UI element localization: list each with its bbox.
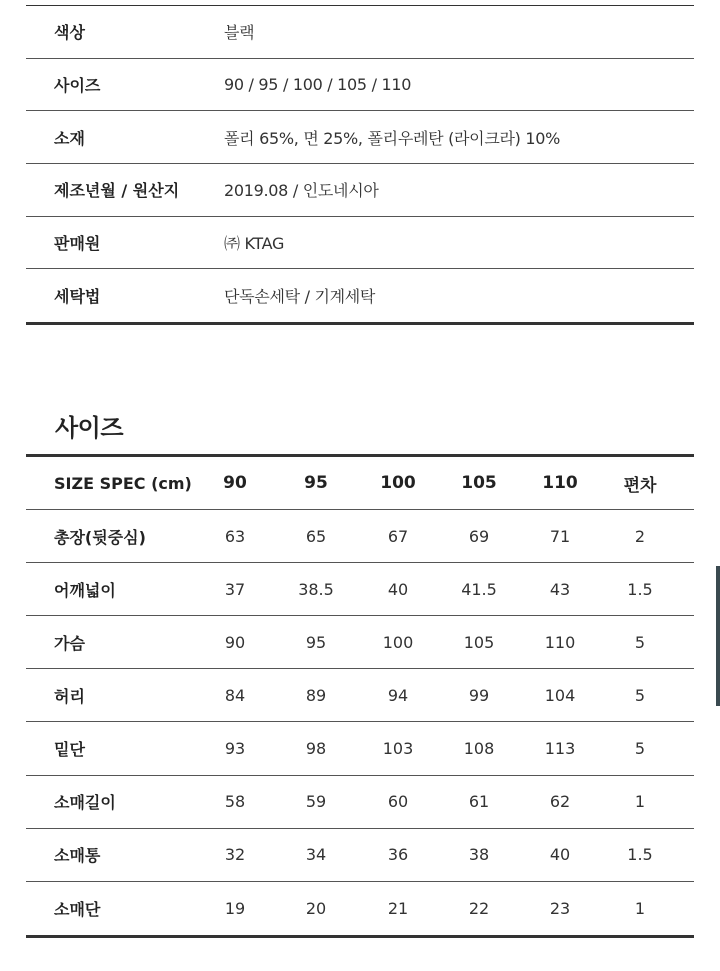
size-cell: 5 bbox=[634, 632, 646, 652]
size-cell: 65 bbox=[305, 526, 327, 546]
size-cell: 1 bbox=[634, 898, 646, 918]
size-cell: 5 bbox=[634, 685, 646, 705]
size-cell: 69 bbox=[468, 526, 490, 546]
info-row-manufacture bbox=[26, 164, 694, 217]
size-cell: 90 bbox=[224, 632, 246, 652]
info-value: 단독손세탁 / 기계세탁 bbox=[224, 287, 376, 307]
size-header-cell: 100 bbox=[380, 473, 416, 494]
size-cell: 71 bbox=[549, 526, 571, 546]
size-header-cell: 105 bbox=[461, 473, 497, 494]
info-row-seller bbox=[26, 217, 694, 270]
size-cell: 108 bbox=[463, 739, 495, 759]
size-cell: 98 bbox=[305, 739, 327, 759]
size-row-label: 밑단 bbox=[54, 740, 85, 760]
info-value: 90 / 95 / 100 / 105 / 110 bbox=[224, 75, 412, 95]
size-cell: 37 bbox=[224, 579, 246, 599]
info-value: 블랙 bbox=[224, 23, 255, 43]
size-cell: 113 bbox=[544, 739, 576, 759]
size-cell: 110 bbox=[544, 632, 576, 652]
edge-strip bbox=[716, 566, 720, 706]
size-cell: 5 bbox=[634, 739, 646, 759]
size-cell: 103 bbox=[382, 739, 414, 759]
size-cell: 21 bbox=[387, 898, 409, 918]
info-row-color bbox=[26, 6, 694, 59]
size-row bbox=[26, 722, 694, 775]
size-row bbox=[26, 829, 694, 882]
size-cell: 60 bbox=[387, 792, 409, 812]
size-cell: 99 bbox=[468, 685, 490, 705]
info-label: 판매원 bbox=[54, 234, 101, 254]
size-cell: 36 bbox=[387, 845, 409, 865]
size-cell: 40 bbox=[549, 845, 571, 865]
size-cell: 2 bbox=[634, 526, 646, 546]
size-cell: 89 bbox=[305, 685, 327, 705]
size-row-label: 허리 bbox=[54, 686, 85, 706]
info-row-material bbox=[26, 111, 694, 164]
size-cell: 20 bbox=[305, 898, 327, 918]
size-cell: 38.5 bbox=[298, 579, 334, 599]
size-row-label: 소매길이 bbox=[54, 793, 116, 813]
size-row bbox=[26, 563, 694, 616]
size-row-label: 가슴 bbox=[54, 633, 85, 653]
size-row-label: 소매통 bbox=[54, 846, 101, 866]
info-label: 세탁법 bbox=[54, 287, 101, 307]
info-label: 사이즈 bbox=[54, 76, 101, 96]
size-row bbox=[26, 776, 694, 829]
size-cell: 1.5 bbox=[627, 845, 653, 865]
size-spec-table bbox=[26, 454, 694, 938]
size-row bbox=[26, 669, 694, 722]
info-row-washing bbox=[26, 269, 694, 322]
size-cell: 61 bbox=[468, 792, 490, 812]
info-value: 2019.08 / 인도네시아 bbox=[224, 181, 379, 201]
size-row-label: 소매단 bbox=[54, 899, 101, 919]
info-value: ㈜ KTAG bbox=[224, 234, 285, 254]
info-label: 색상 bbox=[54, 23, 85, 43]
size-cell: 23 bbox=[549, 898, 571, 918]
size-row bbox=[26, 616, 694, 669]
size-cell: 63 bbox=[224, 526, 246, 546]
size-cell: 58 bbox=[224, 792, 246, 812]
size-cell: 1.5 bbox=[627, 579, 653, 599]
size-header-cell: 편차 bbox=[623, 475, 657, 496]
size-cell: 100 bbox=[382, 632, 414, 652]
size-row-label: 어깨넓이 bbox=[54, 580, 116, 600]
size-cell: 105 bbox=[463, 632, 495, 652]
size-table-header bbox=[26, 457, 694, 510]
size-row bbox=[26, 882, 694, 935]
size-cell: 93 bbox=[224, 739, 246, 759]
size-cell: 95 bbox=[305, 632, 327, 652]
size-cell: 32 bbox=[224, 845, 246, 865]
info-row-size bbox=[26, 59, 694, 112]
info-value: 폴리 65%, 면 25%, 폴리우레탄 (라이크라) 10% bbox=[224, 128, 561, 148]
size-cell: 34 bbox=[305, 845, 327, 865]
size-cell: 104 bbox=[544, 685, 576, 705]
size-section-title: 사이즈 bbox=[55, 414, 124, 442]
size-cell: 40 bbox=[387, 579, 409, 599]
info-label: 소재 bbox=[54, 128, 85, 148]
size-cell: 84 bbox=[224, 685, 246, 705]
size-header-cell: 95 bbox=[304, 473, 328, 494]
size-row-label: 총장(뒷중심) bbox=[54, 527, 146, 547]
size-cell: 67 bbox=[387, 526, 409, 546]
size-cell: 62 bbox=[549, 792, 571, 812]
size-header-label: SIZE SPEC (cm) bbox=[54, 473, 192, 493]
size-cell: 43 bbox=[549, 579, 571, 599]
size-header-cell: 90 bbox=[223, 473, 247, 494]
product-info-table bbox=[26, 5, 694, 325]
size-cell: 94 bbox=[387, 685, 409, 705]
size-cell: 41.5 bbox=[461, 579, 497, 599]
size-cell: 59 bbox=[305, 792, 327, 812]
info-label: 제조년월 / 원산지 bbox=[54, 181, 180, 201]
size-cell: 1 bbox=[634, 792, 646, 812]
size-cell: 19 bbox=[224, 898, 246, 918]
size-row bbox=[26, 510, 694, 563]
size-cell: 38 bbox=[468, 845, 490, 865]
size-cell: 22 bbox=[468, 898, 490, 918]
size-header-cell: 110 bbox=[542, 473, 578, 494]
